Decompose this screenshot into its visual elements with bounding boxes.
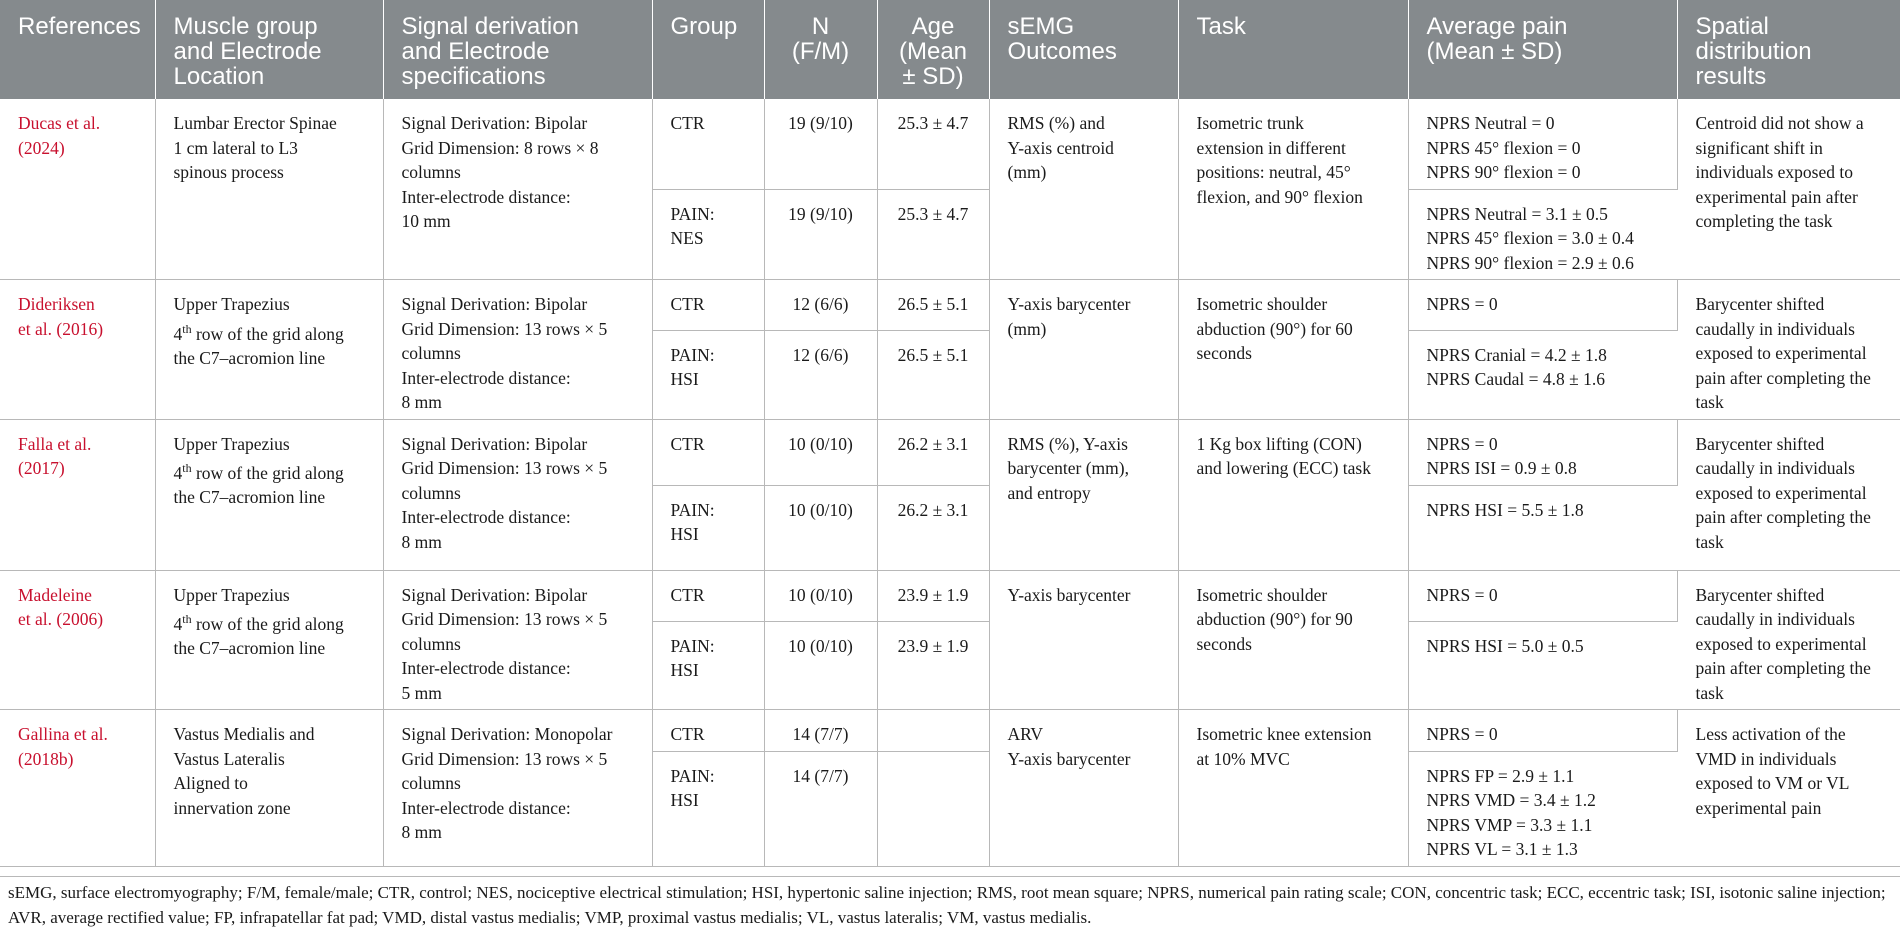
pain-cell (1408, 419, 1677, 485)
n-cell: 14 (7/7) (764, 710, 877, 752)
cell-line: HSI (670, 369, 699, 390)
cell-line: CTR (670, 724, 705, 744)
cell-line: NPRS Neutral = 3.1 ± 0.5 (1426, 203, 1608, 224)
group-cell (652, 419, 764, 485)
cell-line: Y-axis barycenter (1007, 748, 1131, 769)
cell-line: CTR (670, 113, 705, 133)
group-cell (652, 570, 764, 621)
spatial-cell (1677, 280, 1900, 420)
header-group: Group (652, 0, 764, 99)
cell-line: Inter-electrode distance: (401, 507, 571, 527)
header-muscle: Muscle group and Electrode Location (155, 0, 383, 99)
cell-line: Grid Dimension: 8 rows × 8 (401, 137, 599, 158)
age-cell: 26.5 ± 5.1 (877, 330, 989, 419)
cell-line: Isometric shoulder (1196, 294, 1328, 314)
group-cell (652, 280, 764, 331)
cell-line: columns (401, 343, 461, 363)
age-cell (877, 710, 989, 752)
pain-cell (1408, 485, 1677, 570)
cell-line: columns (401, 482, 461, 503)
signal-cell (383, 570, 652, 710)
cell-line: Grid Dimension: 13 rows × 5 (401, 609, 608, 629)
header-references: References (0, 0, 155, 99)
task-cell (1178, 710, 1408, 867)
age-cell: 23.9 ± 1.9 (877, 621, 989, 710)
table-row (0, 280, 1900, 331)
cell-line: task (1695, 531, 1724, 552)
ordinal-suffix: th (182, 321, 192, 336)
cell-line: NPRS = 0 (1426, 724, 1498, 744)
cell-line: the C7–acromion line (173, 638, 326, 659)
cell-line: and lowering (ECC) task (1196, 458, 1371, 478)
cell-line: NPRS 90° flexion = 2.9 ± 0.6 (1426, 252, 1634, 273)
age-cell: 26.5 ± 5.1 (877, 280, 989, 331)
spatial-cell (1677, 419, 1900, 570)
cell-line: extension in different (1196, 137, 1346, 158)
muscle-cell (155, 419, 383, 570)
cell-line: (mm) (1007, 318, 1047, 339)
outcomes-cell (989, 570, 1178, 710)
cell-line: (2018b) (18, 748, 74, 769)
cell-line: the C7–acromion line (173, 487, 326, 508)
cell-line: NPRS = 0 (1426, 433, 1498, 454)
header-row (0, 0, 1900, 99)
cell-line: Inter-electrode distance: (401, 367, 571, 388)
cell-line: task (1695, 392, 1724, 412)
cell-line: exposed to experimental (1695, 343, 1867, 363)
age-cell: 25.3 ± 4.7 (877, 189, 989, 280)
table-row (0, 710, 1900, 752)
cell-line: Y-axis barycenter (1007, 294, 1131, 314)
cell-line: Vastus Lateralis (173, 748, 285, 769)
table-body (0, 99, 1900, 866)
cell-line: Signal Derivation: Bipolar (401, 433, 588, 454)
cell-line: experimental pain after (1695, 186, 1858, 207)
cell-line: Falla et al. (18, 433, 92, 454)
cell-line: PAIN: (670, 765, 715, 786)
cell-line: NPRS Cranial = 4.2 ± 1.8 (1426, 344, 1607, 365)
cell-line: PAIN: (670, 499, 715, 520)
cell-line: the C7–acromion line (173, 347, 326, 368)
header-n: N (F/M) (764, 0, 877, 99)
cell-line: Less activation of the (1695, 724, 1846, 744)
header-pain: Average pain (Mean ± SD) (1408, 0, 1677, 99)
cell-line: barycenter (mm), (1007, 458, 1129, 478)
outcomes-cell (989, 99, 1178, 280)
table-row (0, 99, 1900, 189)
header-age: Age (Mean ± SD) (877, 0, 989, 99)
n-cell: 10 (0/10) (764, 570, 877, 621)
cell-line: Grid Dimension: 13 rows × 5 (401, 748, 608, 769)
cell-line: exposed to experimental (1695, 482, 1867, 503)
cell-line: PAIN: (670, 344, 715, 365)
muscle-cell (155, 280, 383, 420)
cell-line: exposed to VM or VL (1695, 773, 1850, 793)
cell-line: NPRS VMD = 3.4 ± 1.2 (1426, 790, 1596, 810)
header-signal: Signal derivation and Electrode specifications (383, 0, 652, 99)
cell-line: CTR (670, 584, 705, 605)
pain-cell (1408, 330, 1677, 419)
cell-line: 1 cm lateral to L3 (173, 137, 298, 158)
group-cell (652, 330, 764, 419)
table-row (0, 419, 1900, 485)
muscle-cell (155, 570, 383, 710)
task-cell (1178, 419, 1408, 570)
cell-line: columns (401, 773, 461, 793)
cell-line: NPRS Neutral = 0 (1426, 113, 1555, 133)
ordinal-suffix: th (182, 612, 192, 626)
cell-line: caudally in individuals (1695, 318, 1855, 339)
cell-line: exposed to experimental (1695, 633, 1867, 654)
muscle-cell (155, 99, 383, 280)
cell-line: CTR (670, 294, 705, 314)
header-spatial: Spatial distribution results (1677, 0, 1900, 99)
cell-line: Aligned to (173, 773, 248, 793)
cell-line: Isometric knee extension (1196, 724, 1372, 744)
cell-line: seconds (1196, 633, 1252, 654)
n-cell: 10 (0/10) (764, 485, 877, 570)
cell-line: Inter-electrode distance: (401, 658, 571, 678)
cell-line: NPRS VL = 3.1 ± 1.3 (1426, 839, 1578, 859)
n-cell: 19 (9/10) (764, 189, 877, 280)
cell-line: 1 Kg box lifting (CON) (1196, 433, 1362, 454)
cell-line: VMD in individuals (1695, 748, 1837, 769)
task-cell (1178, 570, 1408, 710)
signal-cell (383, 419, 652, 570)
cell-line: Inter-electrode distance: (401, 797, 571, 818)
cell-line: NPRS 45° flexion = 0 (1426, 137, 1581, 158)
cell-line: and entropy (1007, 482, 1091, 503)
cell-line: Vastus Medialis and (173, 724, 315, 744)
cell-line: Dideriksen (18, 294, 95, 314)
cell-line: Upper Trapezius (173, 584, 290, 605)
cell-line: at 10% MVC (1196, 748, 1290, 769)
cell-line: Barycenter shifted (1695, 584, 1825, 605)
n-cell: 12 (6/6) (764, 330, 877, 419)
cell-line: 8 mm (401, 822, 442, 842)
cell-line: ARV (1007, 724, 1044, 744)
cell-line: NPRS VMP = 3.3 ± 1.1 (1426, 814, 1593, 835)
cell-line: NES (670, 228, 704, 248)
cell-line: task (1695, 682, 1724, 703)
group-cell (652, 99, 764, 189)
footer-divider (0, 876, 1900, 877)
cell-line: pain after completing the (1695, 367, 1871, 388)
cell-line: Y-axis barycenter (1007, 584, 1131, 605)
cell-line: NPRS = 0 (1426, 584, 1498, 605)
cell-line: pain after completing the (1695, 507, 1871, 527)
cell-line: Signal Derivation: Bipolar (401, 113, 588, 133)
cell-line: columns (401, 633, 461, 654)
cell-line: Isometric trunk (1196, 113, 1304, 133)
group-cell (652, 710, 764, 752)
pain-cell (1408, 280, 1677, 331)
cell-line: pain after completing the (1695, 658, 1871, 678)
cell-line: 4th row of the grid along (173, 461, 344, 483)
pain-cell (1408, 99, 1677, 189)
outcomes-cell (989, 280, 1178, 420)
outcomes-cell (989, 710, 1178, 867)
header-task: Task (1178, 0, 1408, 99)
age-cell (877, 751, 989, 866)
spatial-cell (1677, 570, 1900, 710)
cell-line: NPRS HSI = 5.0 ± 0.5 (1426, 635, 1584, 656)
reference-link[interactable] (0, 570, 155, 710)
n-cell: 14 (7/7) (764, 751, 877, 866)
n-cell: 19 (9/10) (764, 99, 877, 189)
group-cell (652, 189, 764, 280)
cell-line: individuals exposed to (1695, 162, 1853, 182)
cell-line: Grid Dimension: 13 rows × 5 (401, 458, 608, 478)
cell-line: 4th row of the grid along (173, 321, 344, 344)
cell-line: (2024) (18, 137, 65, 158)
task-cell (1178, 99, 1408, 280)
age-cell: 23.9 ± 1.9 (877, 570, 989, 621)
cell-line: caudally in individuals (1695, 458, 1855, 478)
cell-line: NPRS 45° flexion = 3.0 ± 0.4 (1426, 228, 1634, 248)
cell-line: Signal Derivation: Bipolar (401, 294, 588, 314)
cell-line: HSI (670, 790, 699, 810)
cell-line: PAIN: (670, 203, 715, 224)
cell-line: 5 mm (401, 682, 442, 703)
reference-link[interactable] (0, 99, 155, 280)
pain-cell (1408, 570, 1677, 621)
cell-line: Lumbar Erector Spinae (173, 113, 337, 133)
cell-line: Madeleine (18, 584, 92, 605)
reference-link[interactable] (0, 280, 155, 420)
pain-cell (1408, 710, 1677, 752)
cell-line: abduction (90°) for 60 (1196, 318, 1353, 339)
n-cell: 10 (0/10) (764, 419, 877, 485)
reference-link[interactable] (0, 710, 155, 867)
pain-cell (1408, 751, 1677, 866)
signal-cell (383, 280, 652, 420)
age-cell: 26.2 ± 3.1 (877, 485, 989, 570)
cell-line: Gallina et al. (18, 724, 108, 744)
cell-line: HSI (670, 660, 699, 680)
cell-line: Centroid did not show a (1695, 113, 1864, 133)
reference-link[interactable] (0, 419, 155, 570)
pain-cell (1408, 189, 1677, 280)
spatial-cell (1677, 99, 1900, 280)
cell-line: significant shift in (1695, 137, 1823, 158)
cell-line: flexion, and 90° flexion (1196, 186, 1363, 207)
header-outcomes: sEMG Outcomes (989, 0, 1178, 99)
cell-line: (2017) (18, 458, 65, 478)
cell-line: Inter-electrode distance: (401, 186, 571, 207)
cell-line: 4th row of the grid along (173, 612, 344, 634)
cell-line: CTR (670, 433, 705, 454)
cell-line: et al. (2006) (18, 609, 104, 629)
cell-line: Y-axis centroid (1007, 137, 1114, 158)
cell-line: Signal Derivation: Monopolar (401, 724, 613, 744)
cell-line: HSI (670, 524, 699, 544)
cell-line: completing the task (1695, 211, 1833, 231)
cell-line: RMS (%) and (1007, 113, 1105, 133)
cell-line: 8 mm (401, 531, 442, 552)
group-cell (652, 485, 764, 570)
table-footnote: sEMG, surface electromyography; F/M, female/male; CTR, control; NES, nociceptive electrical stimulation; HSI, hypertonic saline injection; RMS, root mean square; NPRS, numerical pain rating scale; CON, concentric task; ECC, eccentric task; ISI, isotonic saline injection; AVR, average rectified value; FP, infrapatellar fat pad; VMD, distal vastus medialis; VMP, proximal vastus medialis; VL, vastus lateralis; VM, vastus medialis. (8, 883, 1886, 927)
cell-line: 8 mm (401, 392, 442, 412)
signal-cell (383, 99, 652, 280)
cell-line: caudally in individuals (1695, 609, 1855, 629)
table-row (0, 570, 1900, 621)
outcomes-cell (989, 419, 1178, 570)
n-cell: 12 (6/6) (764, 280, 877, 331)
cell-line: columns (401, 162, 461, 182)
group-cell (652, 751, 764, 866)
cell-line: experimental pain (1695, 797, 1822, 818)
age-cell: 25.3 ± 4.7 (877, 99, 989, 189)
cell-line: Isometric shoulder (1196, 584, 1328, 605)
spatial-cell (1677, 710, 1900, 867)
cell-line: seconds (1196, 343, 1252, 363)
signal-cell (383, 710, 652, 867)
cell-line: NPRS Caudal = 4.8 ± 1.6 (1426, 369, 1605, 390)
cell-line: (mm) (1007, 162, 1047, 182)
group-cell (652, 621, 764, 710)
cell-line: Ducas et al. (18, 113, 101, 133)
ordinal-suffix: th (182, 461, 192, 475)
age-cell: 26.2 ± 3.1 (877, 419, 989, 485)
cell-line: Barycenter shifted (1695, 433, 1825, 454)
cell-line: spinous process (173, 162, 284, 182)
cell-line: Upper Trapezius (173, 433, 290, 454)
n-cell: 10 (0/10) (764, 621, 877, 710)
cell-line: positions: neutral, 45° (1196, 162, 1351, 182)
cell-line: Signal Derivation: Bipolar (401, 584, 588, 605)
cell-line: innervation zone (173, 797, 291, 818)
cell-line: NPRS FP = 2.9 ± 1.1 (1426, 765, 1575, 786)
cell-line: Barycenter shifted (1695, 294, 1825, 314)
cell-line: NPRS ISI = 0.9 ± 0.8 (1426, 458, 1577, 478)
cell-line: abduction (90°) for 90 (1196, 609, 1353, 629)
cell-line: RMS (%), Y-axis (1007, 433, 1128, 454)
muscle-cell (155, 710, 383, 867)
pain-cell (1408, 621, 1677, 710)
cell-line: et al. (2016) (18, 318, 104, 339)
cell-line: NPRS HSI = 5.5 ± 1.8 (1426, 499, 1584, 520)
cell-line: Upper Trapezius (173, 294, 290, 314)
cell-line: NPRS = 0 (1426, 294, 1498, 314)
task-cell (1178, 280, 1408, 420)
cell-line: NPRS 90° flexion = 0 (1426, 162, 1581, 182)
cell-line: 10 mm (401, 211, 451, 231)
cell-line: PAIN: (670, 635, 715, 656)
cell-line: Grid Dimension: 13 rows × 5 (401, 318, 608, 339)
